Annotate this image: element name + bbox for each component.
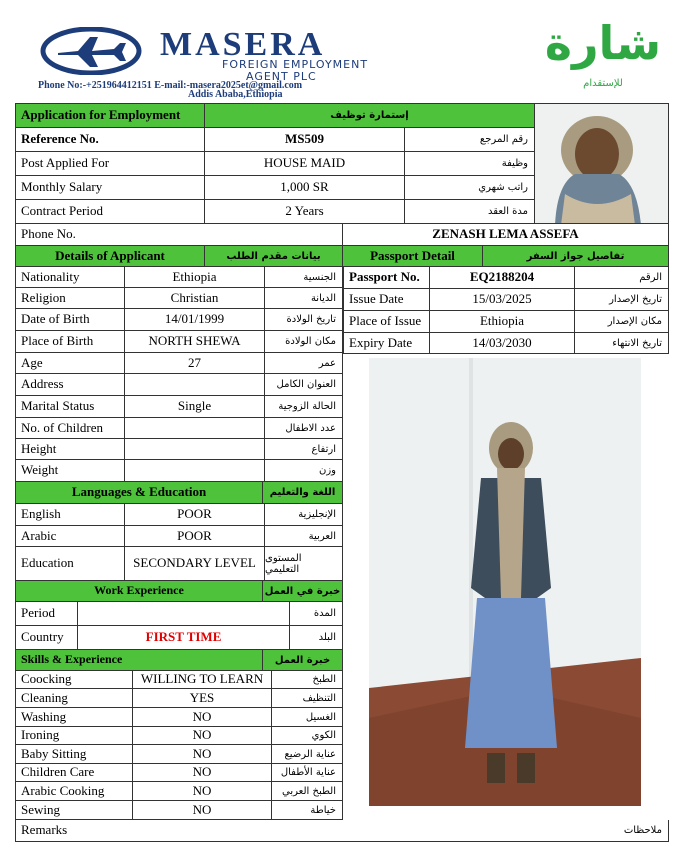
- contact-line: Phone No:-+251964412151 E-mail:-masera2025et@gmail.com: [38, 80, 303, 91]
- details-label-ar: مكان الولادة: [265, 331, 343, 353]
- skills-label-ar: عناية الرضيع: [272, 745, 343, 764]
- skills-label-ar: الطبخ العربي: [272, 782, 343, 801]
- details-value: [125, 418, 265, 439]
- passport-label: Place of Issue: [343, 311, 430, 333]
- details-label-ar: الحالة الزوجية: [265, 396, 343, 418]
- details-label: Place of Birth: [15, 331, 125, 353]
- skills-label-ar: خياطة: [272, 801, 343, 820]
- company-name: MASERA: [160, 26, 326, 63]
- passport-title-ar: تفاصيل جواز السفر: [483, 246, 669, 267]
- skills-label: Cleaning: [15, 689, 133, 708]
- work-title-ar: خبرة في العمل: [263, 581, 343, 602]
- details-label: Age: [15, 353, 125, 374]
- application-label-ar: مدة العقد: [405, 200, 535, 224]
- details-label-ar: الجنسية: [265, 267, 343, 288]
- details-value: 14/01/1999: [125, 309, 265, 331]
- skills-label: Washing: [15, 708, 133, 727]
- address-line: Addis Ababa,Ethiopia: [188, 89, 283, 100]
- details-value: 27: [125, 353, 265, 374]
- details-label-ar: عدد الاطفال: [265, 418, 343, 439]
- remarks-label-ar: ملاحظات: [623, 825, 662, 836]
- details-title: Details of Applicant: [15, 246, 205, 267]
- application-label: Post Applied For: [15, 152, 205, 176]
- passport-label-ar: مكان الإصدار: [575, 311, 669, 333]
- partner-logo: [538, 8, 668, 100]
- details-label-ar: العنوان الكامل: [265, 374, 343, 396]
- details-value: [125, 374, 265, 396]
- headshot-photo: [535, 103, 669, 224]
- passport-label-ar: تاريخ الإصدار: [575, 289, 669, 311]
- skills-value: NO: [133, 801, 272, 820]
- skills-label: Sewing: [15, 801, 133, 820]
- partner-logo-text: شارة: [544, 16, 662, 70]
- passport-label-ar: تاريخ الانتهاء: [575, 333, 669, 354]
- passport-value: Ethiopia: [430, 311, 575, 333]
- details-value: Single: [125, 396, 265, 418]
- skills-label: Arabic Cooking: [15, 782, 133, 801]
- skills-label: Baby Sitting: [15, 745, 133, 764]
- work-label: Period: [15, 602, 78, 626]
- skills-title: Skills & Experience: [15, 650, 263, 671]
- skills-value: NO: [133, 745, 272, 764]
- details-label: Marital Status: [15, 396, 125, 418]
- languages-label: Education: [15, 547, 125, 581]
- company-logo: [40, 27, 142, 75]
- application-label-ar: رقم المرجع: [405, 128, 535, 152]
- details-value: NORTH SHEWA: [125, 331, 265, 353]
- full-body-photo: [369, 358, 641, 806]
- work-label-ar: البلد: [290, 626, 343, 650]
- skills-label-ar: الكوي: [272, 727, 343, 745]
- details-label: Date of Birth: [15, 309, 125, 331]
- details-label: No. of Children: [15, 418, 125, 439]
- details-label-ar: وزن: [265, 460, 343, 482]
- languages-value: POOR: [125, 526, 265, 547]
- work-label: Country: [15, 626, 78, 650]
- details-label: Height: [15, 439, 125, 460]
- application-value: MS509: [205, 128, 405, 152]
- passport-label-ar: الرقم: [575, 267, 669, 289]
- skills-value: YES: [133, 689, 272, 708]
- application-value: HOUSE MAID: [205, 152, 405, 176]
- details-label-ar: تاريخ الولادة: [265, 309, 343, 331]
- languages-label-ar: الإنجليزية: [265, 504, 343, 526]
- work-value: [78, 602, 290, 626]
- skills-label-ar: عناية الأطفال: [272, 764, 343, 782]
- details-label: Weight: [15, 460, 125, 482]
- languages-value: SECONDARY LEVEL: [125, 547, 265, 581]
- work-value: FIRST TIME: [78, 626, 290, 650]
- application-label: Reference No.: [15, 128, 205, 152]
- languages-title-ar: اللغة والتعليم: [263, 482, 343, 504]
- remarks-label: Remarks: [21, 822, 68, 838]
- languages-value: POOR: [125, 504, 265, 526]
- passport-label: Issue Date: [343, 289, 430, 311]
- skills-label-ar: التنظيف: [272, 689, 343, 708]
- passport-value: 15/03/2025: [430, 289, 575, 311]
- details-label: Nationality: [15, 267, 125, 288]
- languages-label-ar: المستوى التعليمي: [265, 547, 343, 581]
- languages-label: Arabic: [15, 526, 125, 547]
- work-label-ar: المدة: [290, 602, 343, 626]
- airplane-logo-icon: [40, 27, 142, 75]
- application-label: Contract Period: [15, 200, 205, 224]
- passport-value: EQ2188204: [430, 267, 575, 289]
- details-label-ar: ارتفاع: [265, 439, 343, 460]
- details-label: Religion: [15, 288, 125, 309]
- applicant-name: ZENASH LEMA ASSEFA: [343, 224, 669, 246]
- passport-value: 14/03/2030: [430, 333, 575, 354]
- company-sub2: AGENT PLC: [246, 70, 317, 83]
- phone-label: Phone No.: [15, 224, 343, 246]
- skills-label: Coocking: [15, 671, 133, 689]
- application-title: Application for Employment: [15, 103, 205, 128]
- passport-label: Passport No.: [343, 267, 430, 289]
- work-title: Work Experience: [15, 581, 263, 602]
- skills-title-ar: خبرة العمل: [263, 650, 343, 671]
- skills-value: NO: [133, 764, 272, 782]
- passport-label: Expiry Date: [343, 333, 430, 354]
- details-value: Christian: [125, 288, 265, 309]
- passport-title: Passport Detail: [343, 246, 483, 267]
- skills-value: NO: [133, 708, 272, 727]
- details-value: [125, 460, 265, 482]
- company-sub1: FOREIGN EMPLOYMENT: [222, 58, 369, 71]
- application-value: 1,000 SR: [205, 176, 405, 200]
- skills-label: Children Care: [15, 764, 133, 782]
- application-label-ar: وظيفة: [405, 152, 535, 176]
- details-value: Ethiopia: [125, 267, 265, 288]
- application-value: 2 Years: [205, 200, 405, 224]
- languages-title: Languages & Education: [15, 482, 263, 504]
- skills-value: WILLING TO LEARN: [133, 671, 272, 689]
- details-label: Address: [15, 374, 125, 396]
- application-label-ar: راتب شهري: [405, 176, 535, 200]
- details-label-ar: عمر: [265, 353, 343, 374]
- details-title-ar: بيانات مقدم الطلب: [205, 246, 343, 267]
- application-title-ar: إستمارة توظيف: [205, 103, 535, 128]
- languages-label-ar: العربية: [265, 526, 343, 547]
- languages-label: English: [15, 504, 125, 526]
- details-value: [125, 439, 265, 460]
- application-label: Monthly Salary: [15, 176, 205, 200]
- skills-label-ar: الطبخ: [272, 671, 343, 689]
- partner-logo-sub: للإستقدام: [583, 78, 623, 89]
- remarks-row: [15, 820, 669, 842]
- skills-value: NO: [133, 782, 272, 801]
- details-label-ar: الديانة: [265, 288, 343, 309]
- skills-label-ar: الغسيل: [272, 708, 343, 727]
- skills-label: Ironing: [15, 727, 133, 745]
- skills-value: NO: [133, 727, 272, 745]
